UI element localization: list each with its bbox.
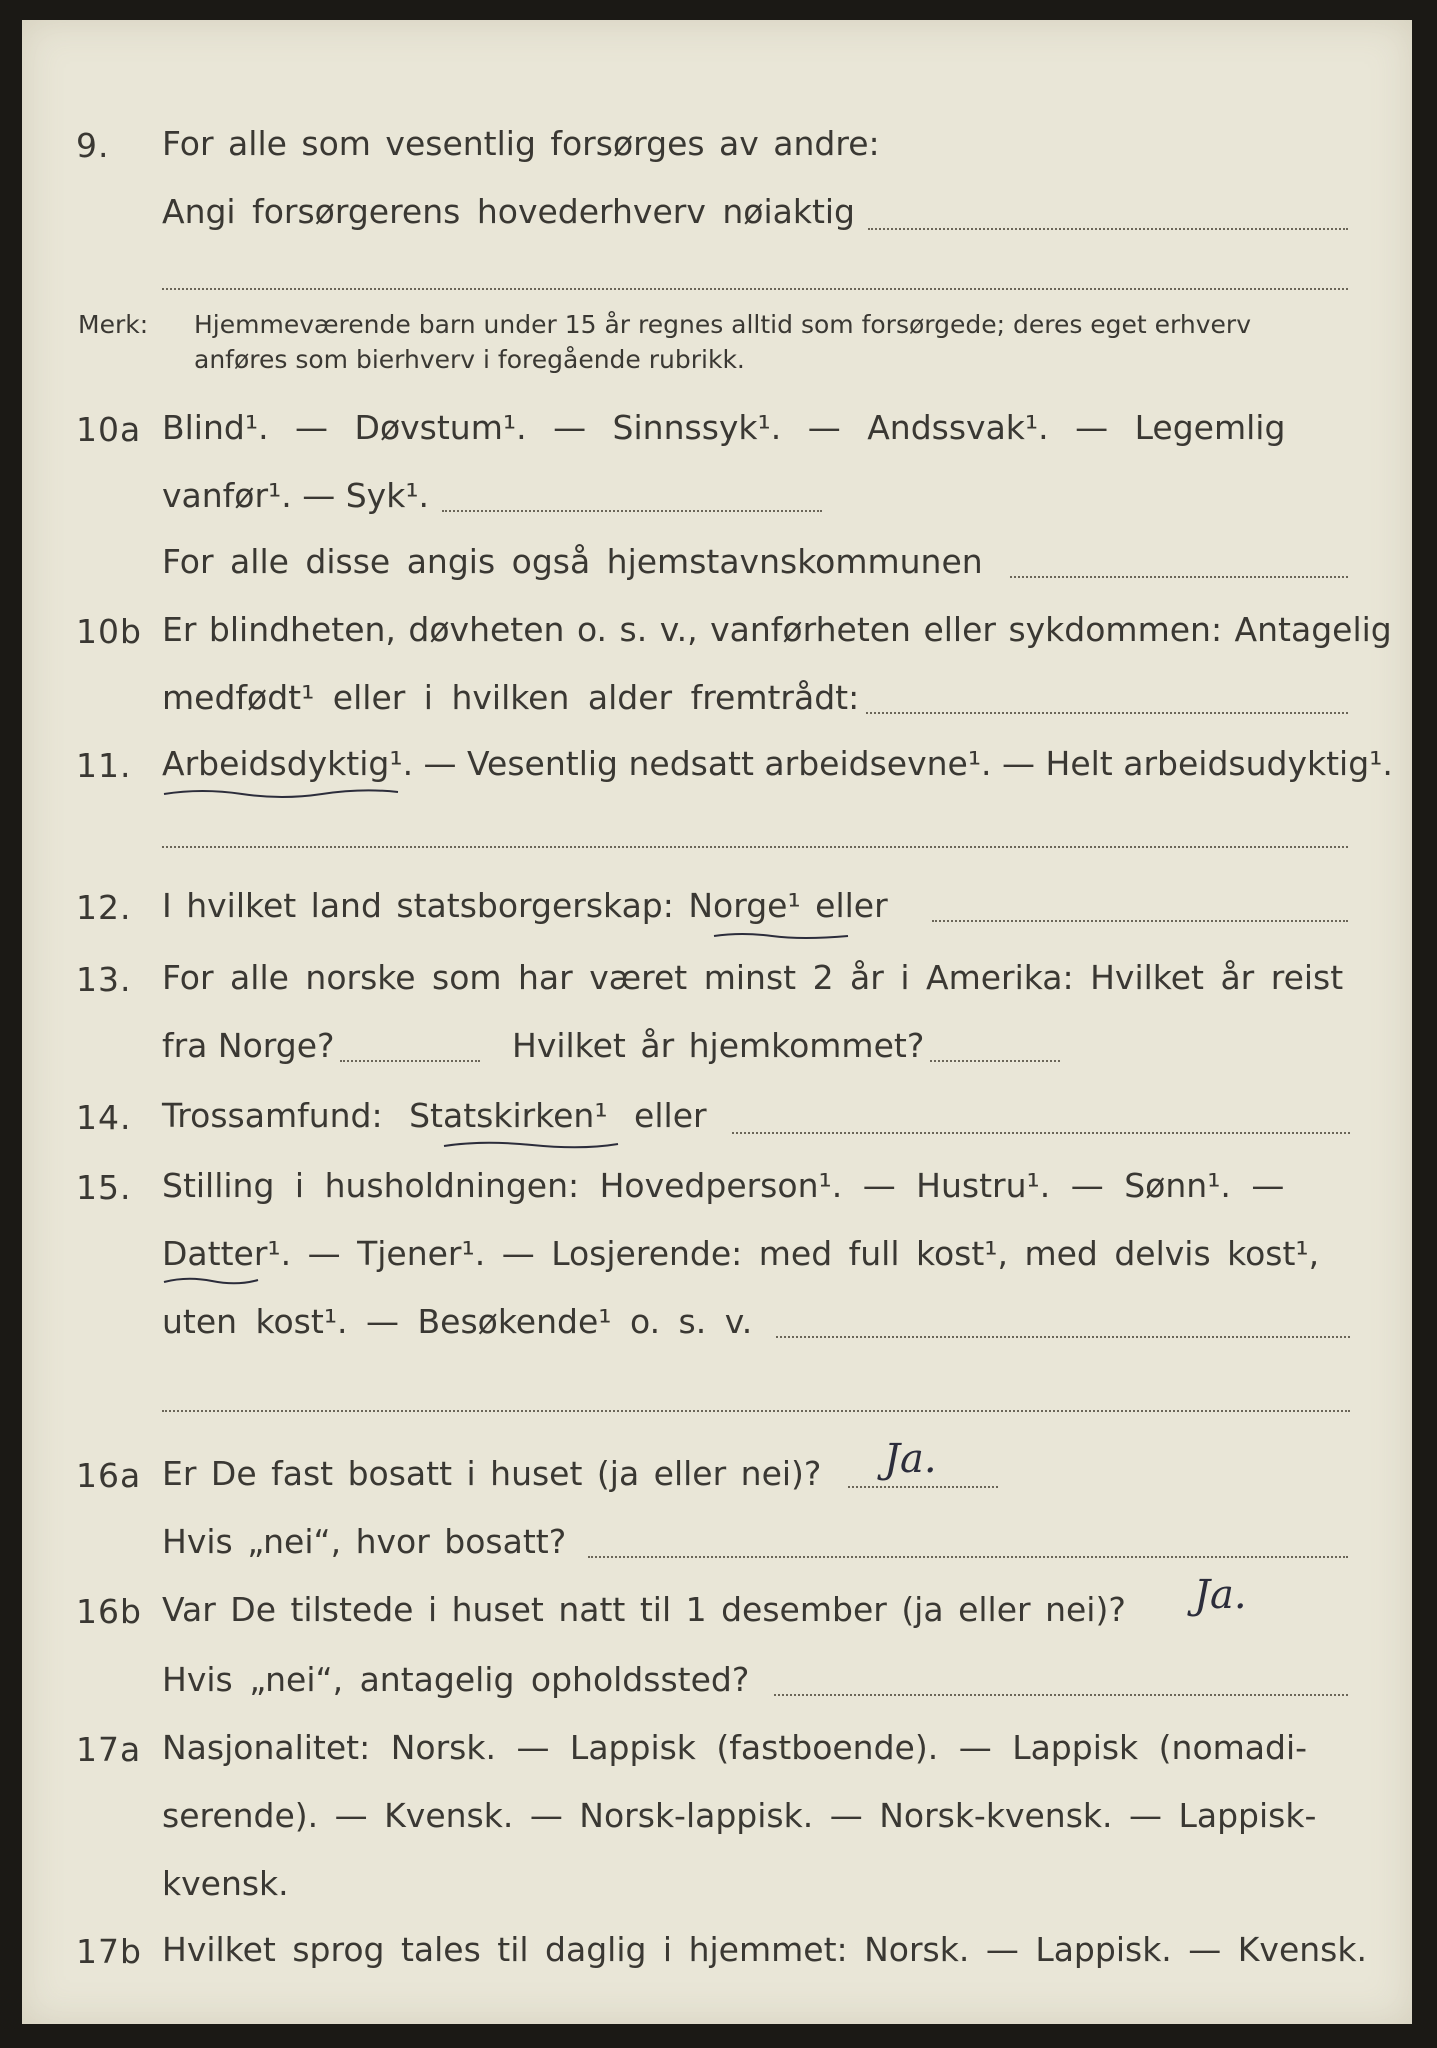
q10a-sick-field[interactable] (442, 510, 822, 512)
q10b-onset-label: medfødt¹ eller i hvilken alder fremtrådt: (162, 678, 860, 717)
q10b-question: Er blindheten, døvheten o. s. v., vanførheten eller sykdommen: Antagelig (162, 610, 1392, 649)
q15-options-cont: Datter¹. — Tjener¹. — Losjerende: med full kost¹, med delvis kost¹, (162, 1234, 1320, 1273)
q9-occupation-label: Angi forsørgerens hovederhverv nøiaktig (162, 192, 856, 231)
q10a-municipality-label: For alle disse angis også hjemstavnskommunen (162, 542, 983, 581)
q14-question: Trossamfund: Statskirken¹ eller (162, 1096, 707, 1135)
q15-position-field-line2[interactable] (162, 1410, 1350, 1412)
q10b-onset-field[interactable] (866, 712, 1348, 714)
q13-departed-field[interactable] (340, 1060, 480, 1062)
q15-number: 15. (76, 1168, 132, 1207)
q14-handwritten-underline (442, 1138, 622, 1152)
q15-handwritten-underline (162, 1274, 262, 1288)
q16b-number: 16b (76, 1592, 142, 1631)
q16a-residence-field[interactable] (588, 1556, 1348, 1558)
q15-question: Stilling i husholdningen: Hovedperson¹. — Hustru¹. — Sønn¹. — (162, 1166, 1285, 1205)
q16b-question: Var De tilstede i huset natt til 1 desember (ja eller nei)? (162, 1590, 1126, 1629)
q17a-options-end: kvensk. (162, 1864, 289, 1903)
q9-occupation-field[interactable] (868, 228, 1348, 230)
q16b-handwritten-answer: Ja. (1194, 1572, 1247, 1618)
q12-handwritten-underline (712, 930, 852, 944)
q11-extra-field[interactable] (162, 846, 1348, 848)
q10b-number: 10b (76, 612, 142, 651)
note-label: Merk: (78, 310, 149, 339)
q11-number: 11. (76, 746, 132, 785)
q13-returned-field[interactable] (930, 1060, 1060, 1062)
q13-returned-label: Hvilket år hjemkommet? (512, 1026, 925, 1065)
q9-question: For alle som vesentlig forsørges av andre: (162, 124, 880, 163)
q17a-number: 17a (76, 1730, 142, 1769)
q17b-number: 17b (76, 1932, 142, 1971)
q16a-question: Er De fast bosatt i huset (ja eller nei)? (162, 1454, 822, 1493)
q16a-number: 16a (76, 1456, 142, 1495)
q11-options: Arbeidsdyktig¹. — Vesentlig nedsatt arbeidsevne¹. — Helt arbeidsudyktig¹. (162, 744, 1393, 783)
q13-number: 13. (76, 960, 132, 999)
q10a-options-cont: vanfør¹. — Syk¹. (162, 476, 430, 515)
q10a-number: 10a (76, 410, 142, 449)
q16b-whereabouts-label: Hvis „nei“, antagelig opholdssted? (162, 1660, 750, 1699)
q16a-residence-label: Hvis „nei“, hvor bosatt? (162, 1522, 567, 1561)
q17a-options: Nasjonalitet: Norsk. — Lappisk (fastboende). — Lappisk (nomadi- (162, 1728, 1308, 1767)
q16b-whereabouts-field[interactable] (774, 1694, 1348, 1696)
q16a-answer-field[interactable] (848, 1486, 998, 1488)
q15-options-end: uten kost¹. — Besøkende¹ o. s. v. (162, 1302, 753, 1341)
q11-handwritten-underline (162, 786, 402, 800)
q17b-options: Hvilket sprog tales til daglig i hjemmet: Norsk. — Lappisk. — Kvensk. (162, 1930, 1367, 1969)
census-form-page (22, 20, 1412, 2024)
q14-denomination-field[interactable] (732, 1132, 1350, 1134)
q12-question: I hvilket land statsborgerskap: Norge¹ eller (162, 886, 888, 925)
note-line-2: anføres som bierhverv i foregående rubrikk. (194, 345, 745, 374)
q10a-municipality-field[interactable] (1010, 576, 1348, 578)
q13-departed-label: fra Norge? (162, 1026, 335, 1065)
q9-number: 9. (76, 126, 110, 165)
q9-occupation-field-line2[interactable] (162, 288, 1348, 290)
q12-citizenship-field[interactable] (932, 920, 1348, 922)
q10a-options: Blind¹. — Døvstum¹. — Sinnssyk¹. — Andssvak¹. — Legemlig (162, 408, 1286, 447)
q12-number: 12. (76, 888, 132, 927)
q17a-options-cont: serende). — Kvensk. — Norsk-lappisk. — Norsk-kvensk. — Lappisk- (162, 1796, 1317, 1835)
q16a-handwritten-answer: Ja. (884, 1436, 937, 1482)
note-line-1: Hjemmeværende barn under 15 år regnes alltid som forsørgede; deres eget erhverv (194, 310, 1251, 339)
q15-position-field[interactable] (776, 1336, 1350, 1338)
q14-number: 14. (76, 1098, 132, 1137)
q13-question: For alle norske som har været minst 2 år i Amerika: Hvilket år reist (162, 958, 1344, 997)
